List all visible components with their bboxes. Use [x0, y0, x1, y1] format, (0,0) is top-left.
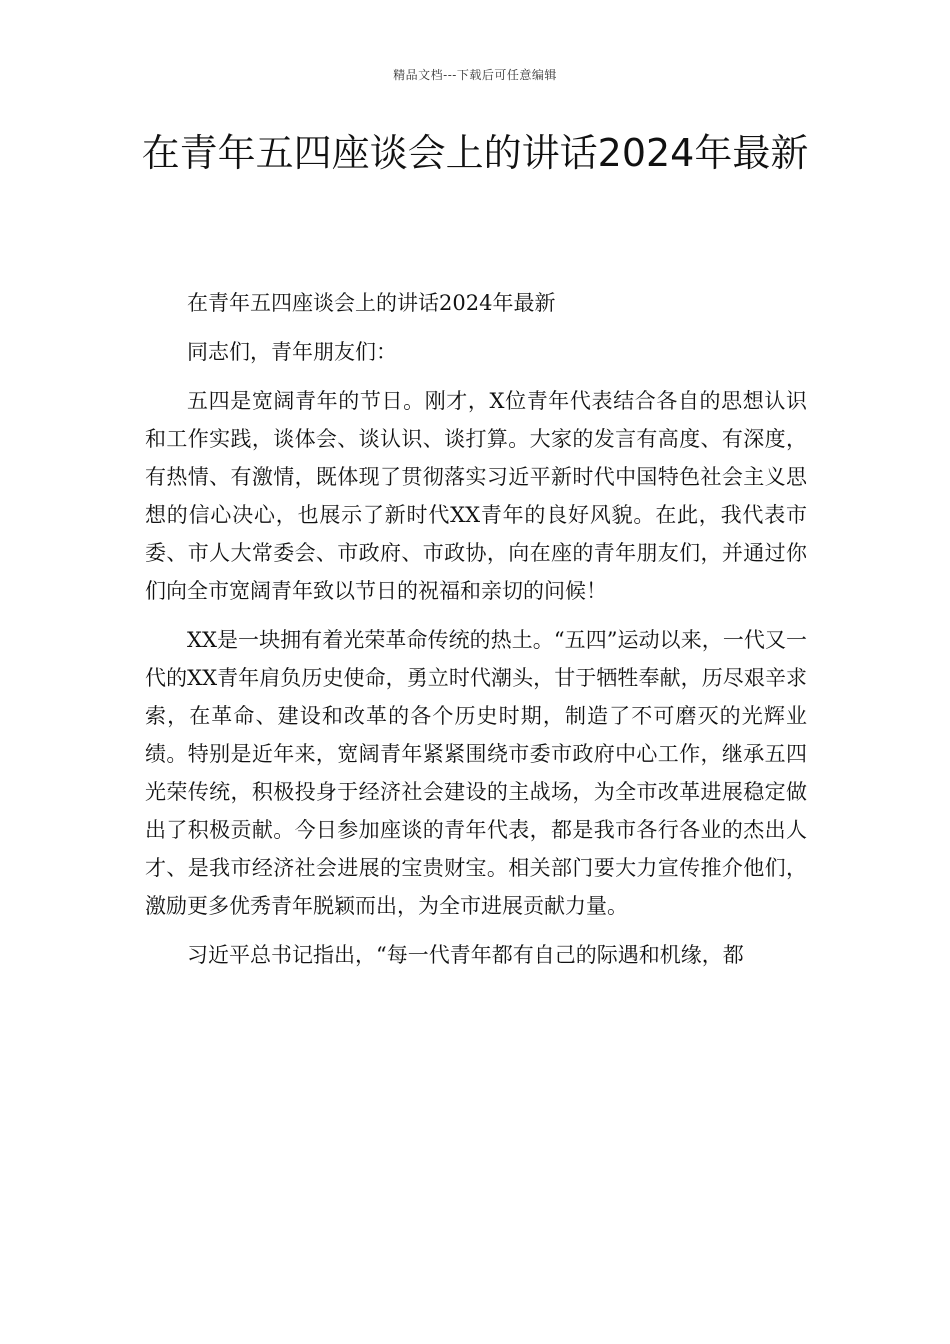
- body-paragraph-subtitle: 在青年五四座谈会上的讲话2024年最新: [187, 291, 556, 315]
- document-title: 在青年五四座谈会上的讲话2024年最新: [141, 131, 809, 175]
- body-paragraph-salutation: 同志们，青年朋友们：: [187, 340, 397, 364]
- document-body: [145, 284, 807, 985]
- body-paragraph: XX是一块拥有着光荣革命传统的热土。“五四”运动以来，一代又一代的XX青年肩负历史使命，勇立时代潮头，甘于牺牲奉献，历尽艰辛求索，在革命、建设和改革的各个历史时期，制造了不可磨灭的光辉业绩。特别是近年来，宽阔青年紧紧围绕市委市政府中心工作，继承五四光荣传统，积极投身于经济社会建设的主战场，为全市改革进展稳定做出了积极贡献。今日参加座谈的青年代表，都是我市各行各业的杰出人才、是我市经济社会进展的宝贵财宝。相关部门要大力宣传推介他们，激励更多优秀青年脱颖而出，为全市进展贡献力量。: [145, 628, 807, 918]
- body-paragraph: 习近平总书记指出，“每一代青年都有自己的际遇和机缘，都: [187, 943, 744, 967]
- header-note: 精品文档---下载后可任意编辑: [393, 68, 557, 82]
- body-paragraph: 五四是宽阔青年的节日。刚才，X位青年代表结合各自的思想认识和工作实践，谈体会、谈认识、谈打算。大家的发言有高度、有深度，有热情、有激情，既体现了贯彻落实习近平新时代中国特色社会主义思想的信心决心，也展示了新时代XX青年的良好风貌。在此，我代表市委、市人大常委会、市政府、市政协，向在座的青年朋友们，并通过你们向全市宽阔青年致以节日的祝福和亲切的问候！: [145, 389, 807, 603]
